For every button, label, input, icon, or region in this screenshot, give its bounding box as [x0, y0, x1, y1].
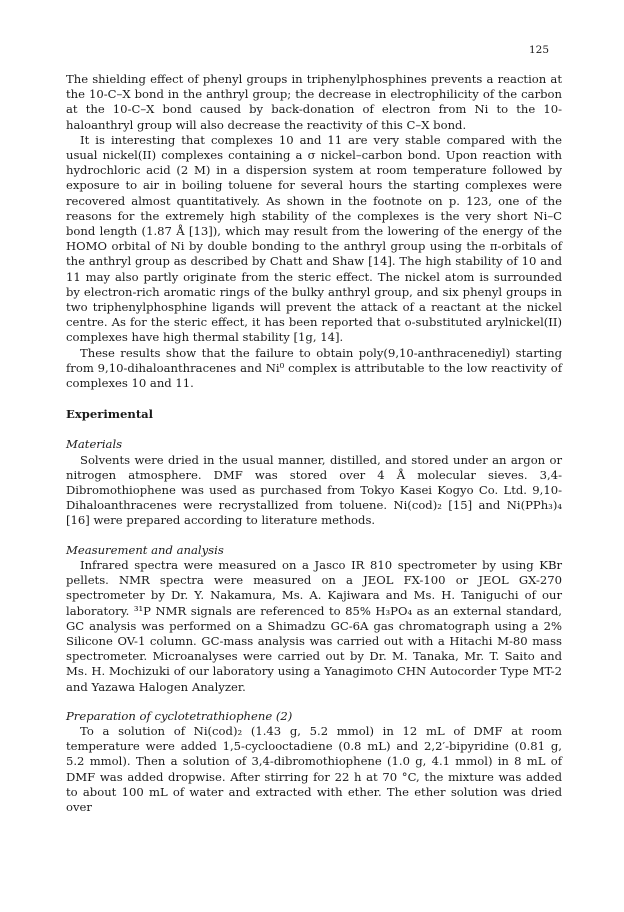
page-number: 125 [528, 44, 549, 56]
paragraph-complex-stability: It is interesting that complexes 10 and 11 are very stable compared with the usual nickel(II) complexes containing a σ nickel–carbon bond. Upon reaction with hydrochloric acid (2 M) in a dispersion system at room temperature followed by exposure to air in boiling toluene for several hours the starting complexes were recovered almost quantitatively. As shown in the footnote on p. 123, one of the reasons for the extremely high stability of the complexes is the very short Ni–C bond length (1.87 Å [13]), which may result from the lowering of the energy of the HOMO orbital of Ni by double bonding to the anthryl group using the π-orbitals of the anthryl group as described by Chatt and Shaw [14]. The high stability of 10 and 11 may also partly originate from the steric effect. The nickel atom is surrounded by electron-rich aromatic rings of the bulky anthryl group, and six phenyl groups in two triphenylphosphine ligands will prevent the attack of a reactant at the nickel centre. As for the steric effect, it has been reported that o-substituted arylnickel(II) complexes have high thermal stability [1g, 14]. [66, 132, 562, 345]
measurement-paragraph: Infrared spectra were measured on a Jasco IR 810 spectrometer by using KBr pellets. NMR spectra were measured on a JEOL FX-100 or JEOL GX-270 spectrometer by Dr. Y. Nakamura, Ms. A. Kajiwara and Ms. H. Taniguchi of our laboratory. ³¹P NMR signals are referenced to 85% H₃PO₄ as an external standard, GC analysis was performed on a Shimadzu GC-6A gas chromatograph using a 2% Silicone OV-1 column. GC-mass analysis was carried out with a Hitachi M-80 mass spectrometer. Microanalyses were carried out by Dr. M. Tanaka, Mr. T. Saito and Ms. H. Mochizuki of our laboratory using a Yanagimoto CHN Autocorder Type MT-2 and Yazawa Halogen Analyzer. [66, 557, 562, 694]
materials-heading: Materials [66, 437, 123, 452]
experimental-heading: Experimental [66, 407, 154, 422]
page-body [66, 72, 562, 815]
paragraph-shielding-effect: The shielding effect of phenyl groups in triphenylphosphines prevents a reaction at the 10-C–X bond in the anthryl group; the decrease in electrophilicity of the carbon at the 10-C–X bond caused by back-donation of electron from Ni to the 10-haloanthryl group will also decrease the reactivity of this C–X bond. [66, 72, 562, 132]
preparation-paragraph: To a solution of Ni(cod)₂ (1.43 g, 5.2 mmol) in 12 mL of DMF at room temperature were added 1,5-cyclooctadiene (0.8 mL) and 2,2′-bipyridine (0.81 g, 5.2 mmol). Then a solution of 3,4-dibromothiophene (1.0 g, 4.1 mmol) in 8 mL of DMF was added dropwise. After stirring for 22 h at 70 °C, the mixture was added to about 100 mL of water and extracted with ether. The ether solution was dried over [66, 723, 562, 814]
measurement-heading: Measurement and analysis [66, 542, 224, 557]
materials-paragraph: Solvents were dried in the usual manner, distilled, and stored under an argon or nitrogen atmosphere. DMF was stored over 4 Å molecular sieves. 3,4-Dibromothiophene was used as purchased from Tokyo Kasei Kogyo Co. Ltd. 9,10-Dihaloanthracenes were recrystallized from toluene. Ni(cod)₂ [15] and Ni(PPh₃)₄ [16] were prepared according to literature methods. [66, 452, 562, 528]
preparation-heading: Preparation of cyclotetrathiophene (2) [66, 708, 293, 723]
paragraph-results-summary: These results show that the failure to obtain poly(9,10-anthracenediyl) starting from 9,10-dihaloanthracenes and Ni⁰ complex is attributable to the low reactivity of complexes 10 and 11. [66, 345, 562, 391]
